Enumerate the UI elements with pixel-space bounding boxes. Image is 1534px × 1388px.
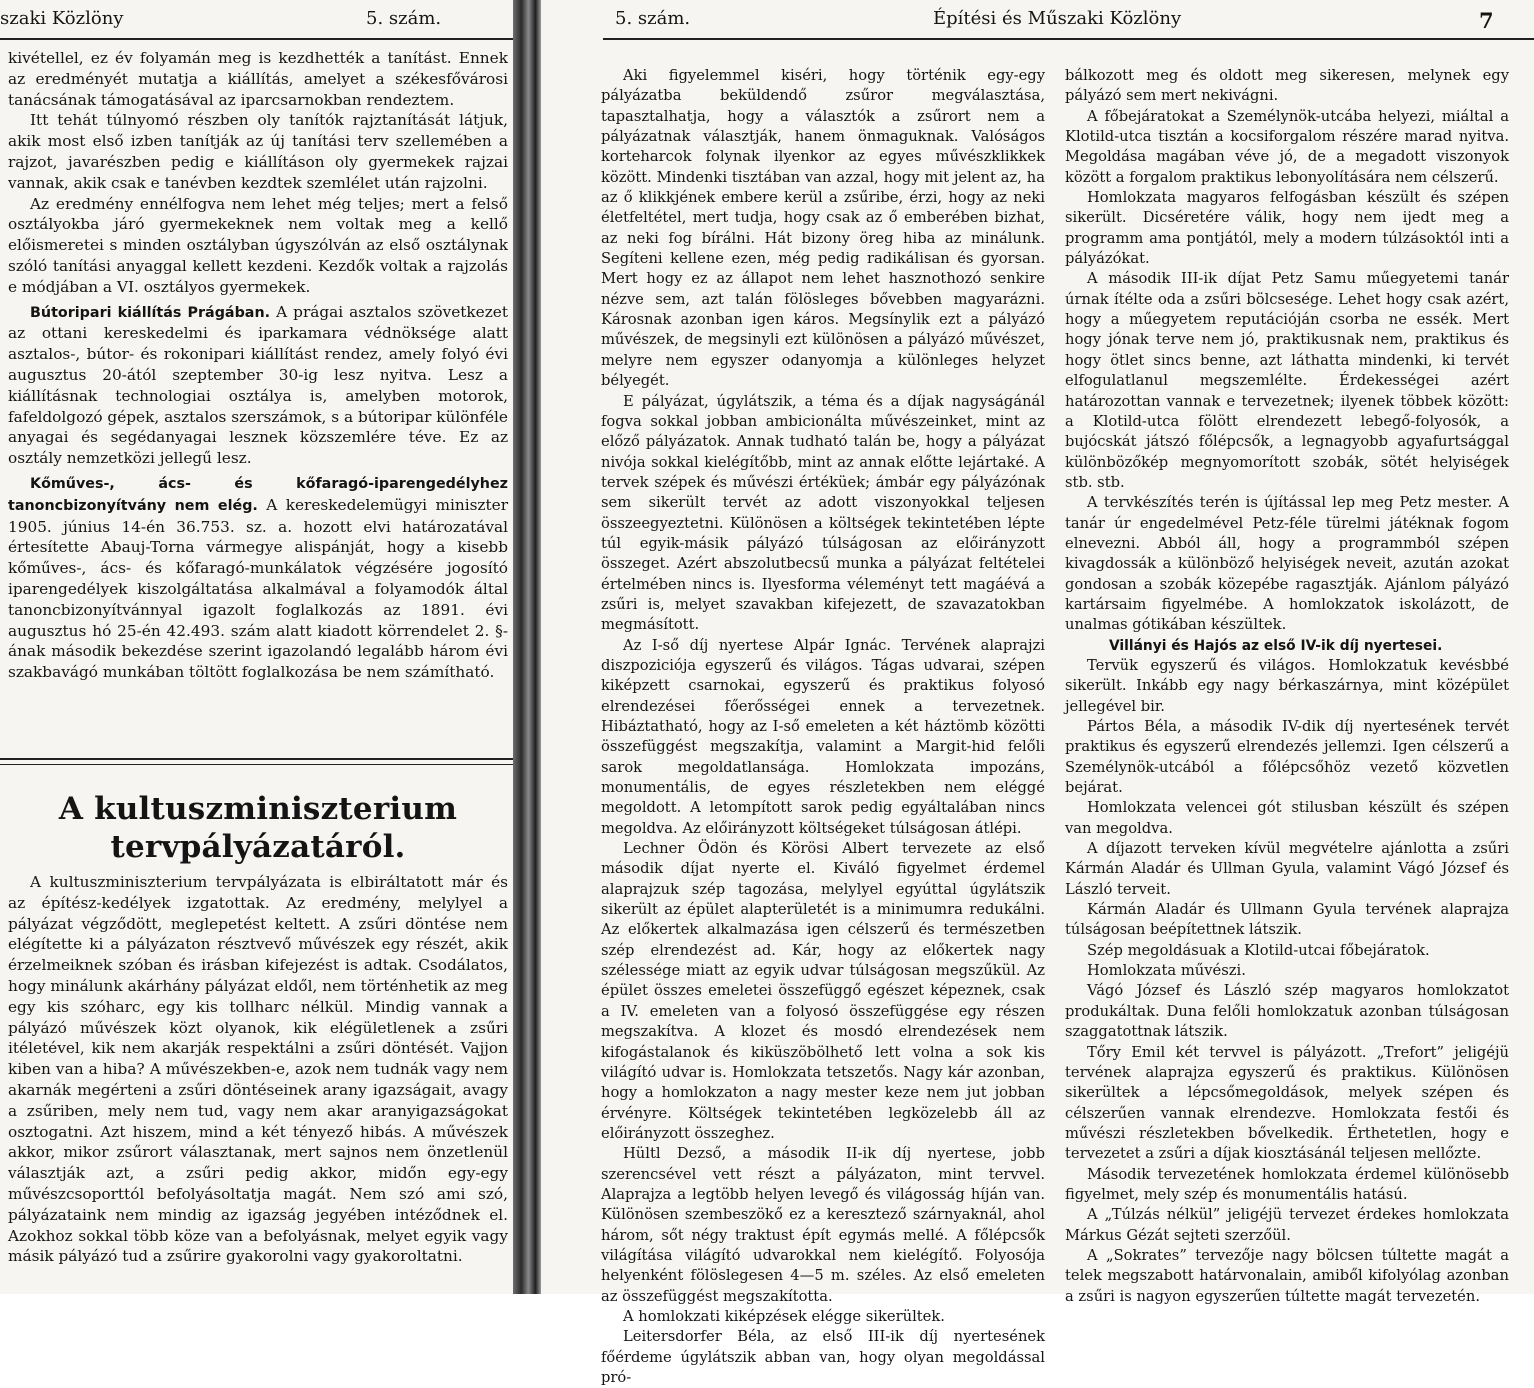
- page-gutter: [513, 0, 541, 1294]
- column-paragraph: Lechner Ödön és Körösi Albert tervezete az első második díjat nyerte el. Kiváló figyelmet érdemel alaprajzuk szép tagozása, melylyel egyúttal úgylátszik sikerült az épület alapterületét is a minimumra redukálni. Az előkertek alkalmazása igen célszerű és természetben szép elrendezést ad. Kár, hogy az előkertek nagy szélessége miatt az egyik udvar túlságosan megszűkül. Az épület összes emeletei összefüggő egészet képeznek, csak a IV. emeleten van a folyosó összefüggése egy részen megszakítva. A klozet és mosdó elrendezések nem kifogástalanok és kiküszöbölhető lett volna a sok kis világító udvar is. Homlokzata tetszetős. Nagy kár azonban, hogy a homlokzaton a nagy mester keze nem jut jobban érvényre. Költségek tekintetében legközelebb áll az előirányzott összeghez.: [601, 840, 1045, 1142]
- news-item-apprentice-certificate: [8, 473, 508, 683]
- header-rule: [603, 38, 1534, 40]
- column-paragraph: A díjazott terveken kívül megvételre ajánlotta a zsűri Kármán Aladár és Ullman Gyula, valamint Vágó József és László terveit.: [1065, 840, 1509, 898]
- column-paragraph: Homlokzata velencei gót stilusban készült és szépen van megoldva.: [1065, 799, 1509, 837]
- column-paragraph: A főbejáratokat a Személynök-utcába helyezi, miáltal a Klotild-utca tisztán a kocsiforgalom részére marad nyitva. Megoldása magában véve jó, de a megadott viszonyok között a forgalom praktikus lebonyolítására nem célszerű.: [1065, 107, 1509, 186]
- left-page-body: [8, 48, 508, 683]
- column-paragraph: Szép megoldásuak a Klotild-utcai főbejáratok.: [1087, 941, 1430, 959]
- intro-paragraph: Az eredmény ennélfogva nem lehet még teljes; mert a felső osztályokba járó gyermekeknek nem voltak meg a kellő előismeretei s minden osztályban úgyszólván az első osztálynak szóló tanítási anyaggal kellett kezdeni. Kezdők voltak a rajzolás e módjában a VI. osztályos gyermekek.: [8, 194, 508, 296]
- column-paragraph: Homlokzata magyaros felfogásban készült és szépen sikerült. Dicséretére válik, hogy nem ijedt meg a programm ama pontjától, mely a modern túlzásoktól inti a pályázókat.: [1065, 189, 1509, 268]
- right-column-1: [601, 66, 1045, 1388]
- article-body: [8, 872, 508, 1267]
- intro-paragraph: kivétellel, ez év folyamán meg is kezdhették a tanítást. Ennek az eredményét mutatja a kiállítás, amelyet a székesfővárosi tanácsának támogatásával az iparcsarnokban rendeztem.: [8, 49, 508, 109]
- right-column-2: [1065, 66, 1509, 1307]
- right-header-issue: 5. szám.: [615, 8, 691, 29]
- column-paragraph: A homlokzati kiképzések elégge sikerültek.: [623, 1307, 945, 1325]
- news-text: A kereskedelemügyi miniszter 1905. június 14-én 36.753. sz. a. hozott elvi határozatával értesítette Abauj-Torna vármegye alispánját, hogy a kisebb kőműves-, ács- és kőfaragó-munkálatok végzésére jogosító iparengedélyek kiszolgáltatása alkalmával a folyamodók által tanoncbizonyítvánnyal igazolt foglalkozás az 1891. évi augusztus hó 25-én 42.493. szám alatt kiadott körrendelet 2. §-ának második bekezdése szerint igazolandó legalább három évi szakbavágó munkában töltött foglalkozása be nem számítható.: [8, 495, 509, 682]
- column-paragraph: Kármán Aladár és Ullmann Gyula tervének alaprajza túlságosan beépítettnek látszik.: [1065, 901, 1509, 939]
- column-paragraph: A tervkészítés terén is újítással lep meg Petz mester. A tanár úr engedelmével Petz-féle türelmi játéknak fogom elnevezni. Abból áll, hogy a programmból szépen kivagdossák a különböző helyiségek neveit, azután azokat gondosan a szobák közepébe ragasztják. Ajánlom pályázó kartársaim figyelmébe. A homlokzatok iskolázott, de unalmas gótikában készültek.: [1065, 494, 1509, 634]
- news-heading: Bútoripari kiállítás Prágában.: [30, 304, 271, 321]
- left-header-issue: 5. szám.: [366, 8, 442, 29]
- section-rule-thin: [0, 764, 513, 765]
- article-title: A kultuszminiszterium tervpályázatáról.: [58, 791, 458, 865]
- column-paragraph: bálkozott meg és oldott meg sikeresen, melynek egy pályázó sem mert nekivágni.: [1065, 67, 1509, 105]
- news-text: A prágai asztalos szövetkezet az ottani kereskedelmi és iparkamara védnöksége alatt asztalos-, bútor- és rokonipari kiállítást rendez, amely folyó évi augusztus 20-ától szeptember 30-ig lesz nyitva. Lesz a kiállításnak technologiai osztálya is, amelyben motorok, fafeldolgozó gépek, asztalos szerszámok, s a bútoripar különféle anyagai és segédanyagai lesznek közszemlére téve. Ez az osztály nemzetközi jellegű lesz.: [8, 302, 508, 468]
- news-item-furniture-exhibition: [8, 302, 508, 469]
- news-heading: Kőműves-, ács- és kőfaragó-iparengedélyhez tanoncbizonyítvány nem elég.: [8, 475, 508, 514]
- column-paragraph: Homlokzata művészi.: [1087, 962, 1246, 980]
- column-paragraph: Hültl Dezső, a második II-ik díj nyertese, jobb szerencsével vett részt a pályázaton, mint tervvel. Alaprajza a legtöbb helyen levegő és világosság híján van. Különösen szembeszökő ez a keresztező szárnyaknál, ahol három, sőt négy traktust épít egymás mellé. A főlépcsők világítása világító udvarokkal nem kielégítő. Folyosója helyenként fölöslegesen 4—5 m. széles. Az első emeleten az összefüggést megszakította.: [601, 1145, 1045, 1305]
- right-page-header: [541, 8, 1534, 34]
- column-subheading: Villányi és Hajós az első IV-ik díj nyertesei.: [1109, 637, 1443, 654]
- column-paragraph: Vágó József és László szép magyaros homlokzatot produkáltak. Duna felőli homlokzatuk azonban túlságosan szaggatottnak látszik.: [1065, 982, 1509, 1041]
- column-paragraph: Pártos Béla, a második IV-dik díj nyertesének tervét praktikus és egyszerű elrendezés jellemzi. Igen célszerű a Személynök-utcából a főlépcsőhöz vezető közvetlen bejárat.: [1065, 718, 1509, 797]
- column-paragraph: A második III-ik díjat Petz Samu műegyetemi tanár úrnak ítélte oda a zsűri bölcsesége. Lehet hogy csak azért, hogy a műegyetem reputációján csorba ne essék. Mert hogy jónak terve nem jó, praktikusnak nem, praktikus és hogy ötlet sincs benne, azt láthatta mindenki, ki tervét elfogulatlanul megszemlélte. Érdekességei azért határozottan vannak e tervezetnek; ilyenek többek között: a Klotild-utca fölött elrendezett lebegő-folyosók, a bujócskát játszó főlépcsők, a legnagyobb agyafurtsággal különbözőkép megnyomorított szobák, sötét helyiségek stb. stb.: [1065, 270, 1509, 491]
- column-paragraph: Az I-ső díj nyertese Alpár Ignác. Tervének alaprajzi diszpoziciója egyszerű és világos. Tágas udvarai, szépen kiképzett csarnokai, egyszerű és praktikus folyosó elrendezései főerősségei ennek a tervezetnek. Hibáztatható, hogy az I-ső emeleten a két háztömb közötti összefüggést megszakítja, valamint a Margit-hid felőli sarok megoldatlansága. Homlokzata impozáns, monumentális, de egyes részletekben nem eléggé megoldott. A letompított sarok pedig egyáltalában nincs megoldva. Az előirányzott költségeket túlságosan átlépi.: [601, 636, 1045, 837]
- intro-paragraph: Itt tehát túlnyomó részben oly tanítók rajztanítását látjuk, akik most első izben tanítják az új tanítási terv szellemében a rajzot, javarészben pedig e kiállításon oly gyermekek rajzai vannak, akik csak e tanévben kezdtek szemlélet után rajzolni.: [8, 111, 508, 192]
- article-paragraph: A kultuszminiszterium tervpályázata is elbiráltatott már és az építész-kedélyek izgatottak. Az eredmény, melylyel a pályázat végződött, meglepetést keltett. A zsűri döntése nem elégítette ki a pályázaton résztvevő művészek egy részét, akik érzelmeiknek szóban és irásban kifejezést is adtak. Csodálatos, hogy minálunk akárhány pályázat eldől, nem történhetik az meg egy kis szóharc, egy kis tollharc nélkül. Mindig vannak a pályázó művészek közt olyanok, kik elégületlenek a zsűri itéletével, kik nem akarják respektálni a zsűri döntését. Vajjon kiben van a hiba? A művészekben-e, azok nem tudnák vagy nem akarnák megérteni a zsűri döntéseinek arany igazságait, avagy a zsűriben, mely nem tud, vagy nem akar aranyigazságokat osztogatni. Azt hiszem, mind a két tényező hibás. A művészek akkor, mikor zsűrort választanak, mert sajnos nem önzetlenül választják azt, a zsűri pedig akkor, midőn egy-egy művészcsoporttól befolyásoltatja magát. Nem szó ami szó, pályázataink nem mindig az igazság jegyében intéződnek el. Azokhoz sokkal több köze van a befolyásnak, melyet egyik vagy másik pályázó tud a zsűrire gyakorolni vagy gyakoroltatni.: [8, 873, 508, 1266]
- left-page-header: [0, 8, 513, 34]
- column-paragraph: A „Túlzás nélkül” jeligéjü tervezet érdekes homlokzata Márkus Gézát sejteti szerzőül.: [1065, 1206, 1509, 1244]
- column-paragraph: Tervük egyszerű és világos. Homlokzatuk kevésbbé sikerült. Inkább egy nagy bérkaszárnya, mint középület jellegével bir.: [1065, 656, 1509, 715]
- column-paragraph: Leitersdorfer Béla, az első III-ik díj nyertesének főérdeme úgylátszik abban van, hogy olyan megoldással pró-: [601, 1328, 1045, 1386]
- left-page: [0, 0, 513, 1294]
- section-rule: [0, 758, 513, 760]
- column-paragraph: Tőry Emil két tervvel is pályázott. „Trefort” jeligéjü tervének alaprajza egyszerű és praktikus. Különösen sikerültek a lépcsőmegoldások, melyek szépen és célszerűen vannak elrendezve. Homlokzata festői és művészi részletekben bővelkedik. Érthetetlen, hogy e tervezetet a zsűri a díjak kiosztásánál teljesen mellőzte.: [1065, 1043, 1509, 1163]
- column-paragraph: E pályázat, úgylátszik, a téma és a díjak nagyságánál fogva sokkal jobban ambicionálta művészeinket, mint az előző pályázatok. Annak tudható talán be, hogy a pályázat nivója sokkal kielégítőbb, mint az annak előtte lejártaké. A tervek szépek és művészi értéküek; ámbár egy pályázónak sem sikerült tervét az adott viszonyokkal teljesen összeegyeztetni. Különösen a költségek tekintetében lépte túl egyik-másik pályázó túlságosan az előirányzott összeget. Azért abszolutbecsű munka a pályázat feltételei értelmében nincs is. Ilyesforma véleményt tett magáévá a zsűri is, melyet szavakban kifejezett, de szavazatokban megmásított.: [601, 392, 1045, 634]
- column-paragraph: Második tervezetének homlokzata érdemel különösebb figyelmet, mely szép és monumentális hatású.: [1065, 1165, 1509, 1203]
- header-rule: [0, 38, 513, 40]
- column-paragraph: Aki figyelemmel kiséri, hogy történik egy-egy pályázatba beküldendő zsűror megválasztása, tapasztalhatja, hogy a választók a zsűrort nem a pályázatnak választják, hanem önmaguknak. Valóságos korteharcok folynak ilyenkor az egyes művészklikkek között. Mindenki tisztában van azzal, hogy mit jelent az, ha az ő klikkjének embere kerül a zsűribe, érzi, hogy az neki életfeltétel, mert tudja, hogy csak az ő emberében bizhat, az neki fog bírálni. Hát bizony öreg hiba az minálunk. Segíteni kellene ezen, még pedig radikálisan és gyorsan. Mert hogy ez az állapot nem lehet hasznothozó senkire nézve sem, azt talán fölösleges bővebben magyarázni. Károsnak azonban igen káros. Megsínylik ezt a pályázó művészek, de megsinyli ezt különösen a pályázó művészet, melyre nem egyszer odanyomja a különleges helyzet bélyegét.: [601, 67, 1045, 390]
- page-number: 7: [1479, 8, 1494, 33]
- right-header-title: Építési és Műszaki Közlöny: [933, 8, 1182, 29]
- column-paragraph: A „Sokrates” tervezője nagy bölcsen túltette magát a telek megszabott határvonalain, amiből kifolyólag azonban a zsűri is nagyon egyszerűen túltette magát tervezetén.: [1065, 1246, 1509, 1305]
- left-header-title: szaki Közlöny: [0, 8, 124, 29]
- right-page: [541, 0, 1534, 1386]
